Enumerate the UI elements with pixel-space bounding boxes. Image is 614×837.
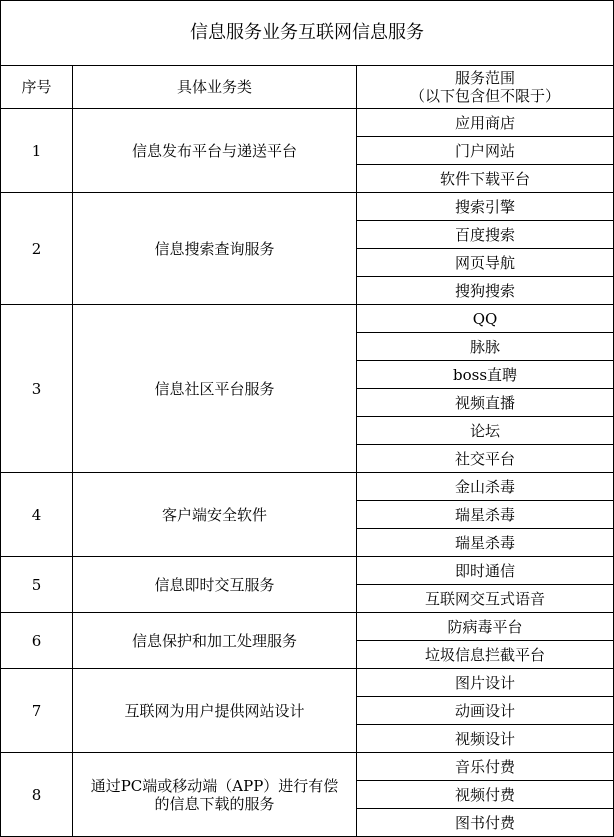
table-row bbox=[1, 669, 614, 697]
header-category: 具体业务类 bbox=[73, 66, 357, 109]
scope-item: 防病毒平台 bbox=[357, 613, 614, 641]
scope-item: 瑞星杀毒 bbox=[357, 529, 614, 557]
row-category: 互联网为用户提供网站设计 bbox=[73, 669, 357, 753]
scope-item: 论坛 bbox=[357, 417, 614, 445]
header-scope-line2: （以下包含但不限于） bbox=[410, 87, 561, 105]
table-row bbox=[1, 753, 614, 781]
scope-item: 视频设计 bbox=[357, 725, 614, 753]
row-category: 信息即时交互服务 bbox=[73, 557, 357, 613]
scope-item: 门户网站 bbox=[357, 137, 614, 165]
scope-item: 互联网交互式语音 bbox=[357, 585, 614, 613]
scope-item: 图片设计 bbox=[357, 669, 614, 697]
scope-item: 搜索引擎 bbox=[357, 193, 614, 221]
table-row bbox=[1, 305, 614, 333]
row-category: 信息发布平台与递送平台 bbox=[73, 109, 357, 193]
scope-item: 网页导航 bbox=[357, 249, 614, 277]
scope-item: 瑞星杀毒 bbox=[357, 501, 614, 529]
scope-item: 社交平台 bbox=[357, 445, 614, 473]
row-category: 信息搜索查询服务 bbox=[73, 193, 357, 305]
row-seq: 2 bbox=[1, 193, 73, 305]
row-category: 客户端安全软件 bbox=[73, 473, 357, 557]
scope-item: 垃圾信息拦截平台 bbox=[357, 641, 614, 669]
table-row bbox=[1, 109, 614, 137]
scope-item: 音乐付费 bbox=[357, 753, 614, 781]
scope-item: QQ bbox=[357, 305, 614, 333]
scope-item: 图书付费 bbox=[357, 809, 614, 837]
header-scope-line1: 服务范围 bbox=[455, 69, 516, 87]
scope-item: 应用商店 bbox=[357, 109, 614, 137]
scope-item: 视频付费 bbox=[357, 781, 614, 809]
table-row bbox=[1, 473, 614, 501]
row-seq: 1 bbox=[1, 109, 73, 193]
scope-item: 脉脉 bbox=[357, 333, 614, 361]
row-category-line1: 通过PC端或移动端（APP）进行有偿 bbox=[90, 776, 339, 795]
scope-item: 动画设计 bbox=[357, 697, 614, 725]
scope-item: 搜狗搜索 bbox=[357, 277, 614, 305]
header-scope bbox=[357, 66, 614, 109]
row-seq: 7 bbox=[1, 669, 73, 753]
row-seq: 3 bbox=[1, 305, 73, 473]
table-row bbox=[1, 193, 614, 221]
row-seq: 8 bbox=[1, 753, 73, 837]
row-category: 信息保护和加工处理服务 bbox=[73, 613, 357, 669]
row-category bbox=[73, 753, 357, 837]
scope-item: boss直聘 bbox=[357, 361, 614, 389]
row-category-line2: 的信息下载的服务 bbox=[154, 794, 275, 813]
scope-item: 金山杀毒 bbox=[357, 473, 614, 501]
scope-item: 软件下载平台 bbox=[357, 165, 614, 193]
row-seq: 6 bbox=[1, 613, 73, 669]
header-seq: 序号 bbox=[1, 66, 73, 109]
row-category: 信息社区平台服务 bbox=[73, 305, 357, 473]
table-row bbox=[1, 613, 614, 641]
table-row bbox=[1, 557, 614, 585]
scope-item: 视频直播 bbox=[357, 389, 614, 417]
row-seq: 4 bbox=[1, 473, 73, 557]
scope-item: 即时通信 bbox=[357, 557, 614, 585]
row-seq: 5 bbox=[1, 557, 73, 613]
table-title: 信息服务业务互联网信息服务 bbox=[1, 1, 614, 66]
scope-item: 百度搜索 bbox=[357, 221, 614, 249]
